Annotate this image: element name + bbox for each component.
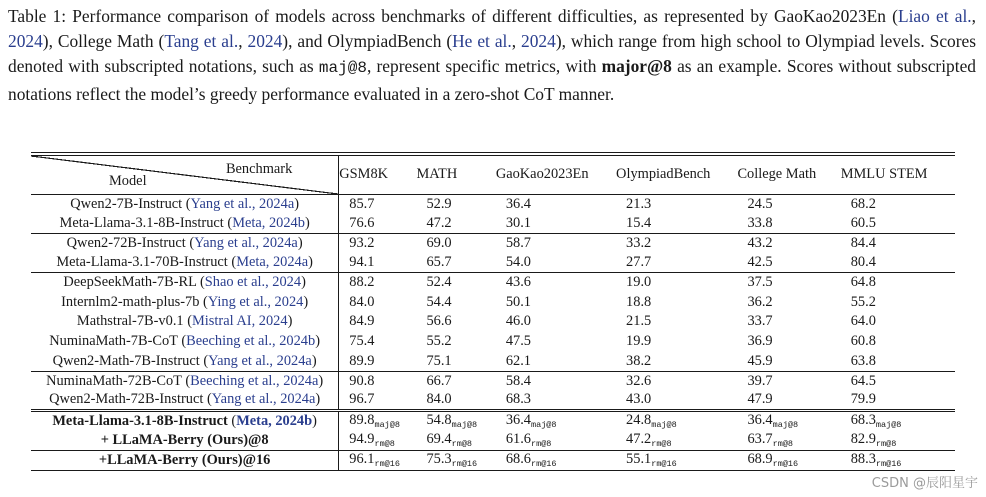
score-cell-olympiadbench — [616, 214, 737, 234]
model-cell: Meta-Llama-3.1-8B-Instruct (Meta, 2024b) — [31, 411, 339, 432]
model-name: Qwen2-Math-72B-Instruct — [49, 391, 204, 408]
score-cell-olympiadbench — [616, 451, 737, 471]
score-cell-mmlu-stem — [841, 312, 955, 332]
score-value: 33.7 — [747, 313, 773, 330]
score-value: 36.4 — [505, 412, 531, 429]
model-cell: Mathstral-7B-v0.1 (Mistral AI, 2024) — [31, 312, 339, 332]
score-cell-olympiadbench — [616, 332, 737, 352]
score-value: 60.8 — [850, 333, 876, 350]
model-name: NuminaMath-72B-CoT — [46, 372, 182, 389]
model-citation: Yang et al., 2024a — [194, 234, 298, 251]
table-row — [31, 431, 955, 451]
model-citation: Yang et al., 2024a — [190, 195, 295, 212]
score-cell-math — [416, 371, 495, 391]
score-cell-math — [416, 292, 495, 312]
model-citation: Yang et al., 2024a — [208, 352, 312, 369]
score-metric-subscript: rm@16 — [651, 459, 677, 470]
score-metric-subscript: rm@16 — [875, 459, 902, 470]
score-value: 36.9 — [747, 333, 773, 350]
score-value: 43.2 — [747, 234, 773, 251]
score-cell-mmlu-stem — [841, 194, 955, 214]
caption-mono-fragment: maj@8 — [318, 59, 367, 78]
table-row — [31, 273, 955, 293]
table-row — [31, 371, 955, 391]
score-value: 89.8 — [349, 412, 375, 429]
score-value: 88.3 — [850, 451, 876, 468]
score-metric-subscript: rm@8 — [651, 439, 672, 450]
score-value: 36.4 — [505, 195, 531, 212]
score-cell-mmlu-stem — [841, 451, 955, 471]
caption-cite-fragment: 2024 — [247, 31, 283, 52]
score-value: 68.3 — [850, 412, 876, 429]
score-value: 24.5 — [747, 195, 773, 212]
score-value: 47.2 — [626, 431, 652, 448]
score-cell-gaokao2023en — [496, 292, 616, 312]
score-cell-math — [416, 233, 495, 253]
score-cell-college-math — [737, 371, 840, 391]
model-cell: NuminaMath-72B-CoT (Beeching et al., 2024a) — [31, 371, 339, 391]
score-cell-college-math — [737, 253, 840, 273]
score-cell-mmlu-stem — [841, 233, 955, 253]
caption-text-fragment: , — [971, 6, 976, 26]
score-value: 84.9 — [349, 313, 375, 330]
score-cell-math — [416, 312, 495, 332]
score-cell-mmlu-stem — [841, 214, 955, 234]
model-citation: Meta, 2024b — [236, 413, 313, 430]
model-cell — [31, 451, 339, 471]
score-value: 27.7 — [626, 254, 652, 271]
caption-text-fragment: ), and OlympiadBench ( — [282, 31, 453, 52]
table-row — [31, 312, 955, 332]
score-value: 96.7 — [349, 391, 375, 408]
caption-cite-fragment: 2024 — [521, 31, 556, 52]
score-value: 76.6 — [349, 214, 375, 231]
score-value: 43.0 — [626, 391, 652, 408]
score-value: 21.5 — [626, 313, 652, 330]
score-value: 69.0 — [426, 234, 452, 251]
model-name: Qwen2-72B-Instruct — [66, 234, 186, 251]
score-cell-mmlu-stem — [841, 332, 955, 352]
score-cell-math — [416, 431, 495, 451]
score-cell-mmlu-stem — [841, 431, 955, 451]
score-value: 52.4 — [426, 274, 452, 291]
model-citation: Meta, 2024a — [236, 254, 309, 271]
header-corner-cell — [31, 154, 339, 194]
score-value: 39.7 — [747, 372, 773, 389]
score-metric-subscript: rm@8 — [772, 439, 794, 450]
score-cell-college-math — [737, 352, 840, 372]
score-value: 37.5 — [747, 274, 773, 291]
caption-text-fragment: , — [238, 31, 248, 52]
caption-cite-fragment: Liao et al. — [897, 6, 972, 26]
score-value: 55.2 — [850, 293, 876, 310]
table-body — [31, 194, 955, 471]
model-name: + LLaMA-Berry (Ours)@8 — [100, 432, 269, 449]
model-name: DeepSeekMath-7B-RL — [63, 274, 197, 291]
score-metric-subscript: rm@16 — [772, 459, 799, 470]
caption-bold-fragment: major@8 — [601, 56, 672, 77]
model-name: Meta-Llama-3.1-8B-Instruct — [52, 413, 228, 430]
score-value: 66.7 — [426, 372, 452, 389]
table-row — [31, 292, 955, 312]
caption-cite-fragment: 2024 — [8, 31, 43, 52]
table-row — [31, 451, 955, 471]
score-metric-subscript: rm@16 — [374, 459, 400, 470]
table-row — [31, 411, 955, 432]
score-metric-subscript: rm@8 — [875, 439, 897, 450]
score-cell-college-math — [737, 292, 840, 312]
column-header-gaokao2023en: GaoKao2023En — [495, 166, 589, 183]
score-cell-olympiadbench — [616, 431, 737, 451]
score-value: 24.8 — [626, 412, 652, 429]
score-cell-gaokao2023en — [496, 312, 616, 332]
table-header-row — [31, 154, 955, 194]
score-value: 54.0 — [505, 254, 531, 271]
score-cell-olympiadbench — [616, 371, 737, 391]
model-citation: Shao et al., 2024 — [204, 274, 302, 291]
model-citation: Yang et al., 2024a — [211, 391, 316, 408]
table-row — [31, 391, 955, 411]
column-header-college-math: College Math — [737, 166, 817, 183]
score-cell-gaokao2023en — [496, 194, 616, 214]
model-citation: Ying et al., 2024 — [207, 293, 304, 310]
score-metric-subscript: maj@8 — [875, 420, 902, 431]
score-value: 85.7 — [349, 195, 375, 212]
results-table — [31, 152, 955, 471]
score-cell-college-math — [737, 214, 840, 234]
score-metric-subscript: rm@16 — [451, 459, 478, 470]
score-value: 55.1 — [626, 451, 652, 468]
score-value: 58.7 — [505, 234, 531, 251]
score-value: 68.3 — [505, 391, 531, 408]
corner-model-label: Model — [109, 172, 147, 189]
score-metric-subscript: maj@8 — [374, 420, 400, 431]
score-cell-college-math — [737, 332, 840, 352]
score-value: 47.2 — [426, 214, 452, 231]
model-name: NuminaMath-7B-CoT — [49, 333, 178, 350]
model-cell: Internlm2-math-plus-7b (Ying et al., 2024) — [31, 292, 339, 312]
caption-text-fragment: ), College Math ( — [42, 31, 165, 52]
model-cell: DeepSeekMath-7B-RL (Shao et al., 2024) — [31, 273, 339, 293]
column-header-math: MATH — [416, 166, 458, 183]
score-value: 64.8 — [850, 274, 876, 291]
score-cell-math — [416, 332, 495, 352]
score-value: 84.4 — [850, 234, 876, 251]
score-cell-gaokao2023en — [496, 371, 616, 391]
caption-text-fragment: as an example. Scores without subscripted notations reflect the model’s greedy performance evaluated in a zero-shot CoT manner. — [8, 56, 976, 104]
score-value: 79.9 — [850, 391, 876, 408]
caption-text-fragment: ), which range from high school to Olympiad levels. Scores denoted with subscripted notations, such as — [8, 31, 977, 77]
score-cell-math — [416, 352, 495, 372]
score-value: 68.6 — [505, 451, 531, 468]
score-cell-math — [416, 391, 495, 411]
score-cell-math — [416, 451, 495, 471]
corner-benchmark-label: Benchmark — [225, 161, 293, 177]
score-cell-college-math — [737, 194, 840, 214]
score-value: 84.0 — [349, 293, 375, 310]
score-cell-gaokao2023en — [496, 391, 616, 411]
model-name: Internlm2-math-plus-7b — [61, 293, 200, 310]
score-cell-mmlu-stem — [841, 292, 955, 312]
column-header-olympiadbench: OlympiadBench — [616, 166, 711, 183]
score-cell-olympiadbench — [616, 273, 737, 293]
score-value: 42.5 — [747, 254, 773, 271]
model-citation: Meta, 2024b — [232, 214, 305, 231]
score-metric-subscript: maj@8 — [651, 420, 677, 431]
score-value: 33.2 — [626, 234, 652, 251]
score-cell-gsm8k — [339, 253, 417, 273]
model-cell: Qwen2-72B-Instruct (Yang et al., 2024a) — [31, 233, 339, 253]
score-cell-gsm8k — [339, 273, 417, 293]
score-cell-gsm8k — [339, 233, 417, 253]
model-name: Qwen2-Math-7B-Instruct — [52, 352, 200, 369]
model-cell: NuminaMath-7B-CoT (Beeching et al., 2024b) — [31, 332, 339, 352]
score-cell-gaokao2023en — [496, 431, 616, 451]
table-row — [31, 214, 955, 234]
score-cell-gaokao2023en — [496, 253, 616, 273]
model-citation: Beeching et al., 2024b — [186, 333, 316, 350]
score-value: 30.1 — [505, 214, 531, 231]
score-value: 55.2 — [426, 333, 452, 350]
score-value: 63.7 — [747, 431, 773, 448]
score-value: 75.1 — [426, 352, 452, 369]
score-value: 65.7 — [426, 254, 452, 271]
model-cell: Meta-Llama-3.1-70B-Instruct (Meta, 2024a) — [31, 253, 339, 273]
score-cell-college-math — [737, 312, 840, 332]
score-cell-gaokao2023en — [496, 451, 616, 471]
score-cell-gsm8k — [339, 352, 417, 372]
score-cell-olympiadbench — [616, 352, 737, 372]
score-cell-gsm8k — [339, 194, 417, 214]
score-value: 33.8 — [747, 214, 773, 231]
score-value: 88.2 — [349, 274, 375, 291]
score-cell-gsm8k — [339, 391, 417, 411]
model-name: Qwen2-7B-Instruct — [70, 195, 183, 212]
score-cell-math — [416, 411, 495, 432]
score-value: 62.1 — [505, 352, 531, 369]
score-value: 58.4 — [505, 372, 531, 389]
score-value: 61.6 — [505, 431, 531, 448]
score-cell-math — [416, 194, 495, 214]
caption-cite-fragment: He et al. — [452, 31, 512, 52]
score-value: 56.6 — [426, 313, 452, 330]
score-metric-subscript: maj@8 — [772, 420, 799, 431]
score-value: 60.5 — [850, 214, 876, 231]
score-cell-college-math — [737, 233, 840, 253]
score-cell-gaokao2023en — [496, 411, 616, 432]
score-value: 64.0 — [850, 313, 876, 330]
score-value: 32.6 — [626, 372, 652, 389]
score-cell-math — [416, 253, 495, 273]
score-cell-gsm8k — [339, 371, 417, 391]
model-citation: Mistral AI, 2024 — [192, 313, 288, 330]
score-value: 19.0 — [626, 274, 652, 291]
column-header-gsm8k: GSM8K — [339, 166, 389, 183]
score-cell-gsm8k — [339, 312, 417, 332]
score-cell-mmlu-stem — [841, 411, 955, 432]
score-cell-college-math — [737, 431, 840, 451]
score-value: 46.0 — [505, 313, 531, 330]
table-row — [31, 194, 955, 214]
score-cell-olympiadbench — [616, 292, 737, 312]
score-value: 15.4 — [626, 214, 652, 231]
score-metric-subscript: rm@8 — [451, 439, 473, 450]
score-value: 96.1 — [349, 451, 375, 468]
score-cell-college-math — [737, 451, 840, 471]
score-value: 80.4 — [850, 254, 876, 271]
score-cell-college-math — [737, 273, 840, 293]
caption-text-fragment: , — [511, 31, 522, 52]
score-cell-gsm8k — [339, 411, 417, 432]
score-cell-college-math — [737, 411, 840, 432]
score-cell-olympiadbench — [616, 233, 737, 253]
score-value: 94.1 — [349, 254, 375, 271]
score-cell-olympiadbench — [616, 194, 737, 214]
score-cell-gaokao2023en — [496, 233, 616, 253]
score-cell-gaokao2023en — [496, 273, 616, 293]
score-value: 84.0 — [426, 391, 452, 408]
table-row — [31, 253, 955, 273]
table-row — [31, 352, 955, 372]
score-value: 36.4 — [747, 412, 773, 429]
score-value: 68.9 — [747, 451, 773, 468]
score-value: 94.9 — [349, 431, 375, 448]
score-value: 89.9 — [349, 352, 375, 369]
score-value: 47.9 — [747, 391, 773, 408]
column-header-mmlu-stem: MMLU STEM — [840, 166, 928, 183]
score-value: 90.8 — [349, 372, 375, 389]
score-cell-math — [416, 273, 495, 293]
model-cell: Meta-Llama-3.1-8B-Instruct (Meta, 2024b) — [31, 214, 339, 234]
score-cell-gsm8k — [339, 332, 417, 352]
score-cell-mmlu-stem — [841, 253, 955, 273]
score-value: 45.9 — [747, 352, 773, 369]
score-value: 68.2 — [850, 195, 876, 212]
table-row — [31, 332, 955, 352]
caption-cite-fragment: Tang et al. — [164, 31, 239, 52]
score-value: 64.5 — [850, 372, 876, 389]
score-value: 54.4 — [426, 293, 452, 310]
score-value: 54.8 — [426, 412, 452, 429]
score-value: 93.2 — [349, 234, 375, 251]
score-cell-gsm8k — [339, 451, 417, 471]
score-value: 47.5 — [505, 333, 531, 350]
model-cell: Qwen2-Math-7B-Instruct (Yang et al., 2024a) — [31, 352, 339, 372]
score-value: 63.8 — [850, 352, 876, 369]
score-cell-olympiadbench — [616, 411, 737, 432]
score-value: 21.3 — [626, 195, 652, 212]
caption-text-fragment: Table 1: Performance comparison of models across benchmarks of different difficulties, as represented by GaoKao2023En ( — [8, 6, 898, 26]
score-value: 82.9 — [850, 431, 876, 448]
score-cell-gsm8k — [339, 292, 417, 312]
score-value: 52.9 — [426, 195, 452, 212]
score-value: 50.1 — [505, 293, 531, 310]
score-value: 38.2 — [626, 352, 652, 369]
score-metric-subscript: maj@8 — [451, 420, 478, 431]
score-cell-gaokao2023en — [496, 352, 616, 372]
score-metric-subscript: rm@8 — [374, 439, 395, 450]
score-cell-gsm8k — [339, 431, 417, 451]
score-cell-olympiadbench — [616, 253, 737, 273]
score-cell-mmlu-stem — [841, 273, 955, 293]
watermark: CSDN @辰阳星宇 — [871, 476, 978, 491]
model-name: Meta-Llama-3.1-8B-Instruct — [59, 214, 224, 231]
model-cell: Qwen2-7B-Instruct (Yang et al., 2024a) — [31, 194, 339, 214]
score-value: 36.2 — [747, 293, 773, 310]
score-value: 69.4 — [426, 431, 452, 448]
score-value: 19.9 — [626, 333, 652, 350]
score-value: 75.4 — [349, 333, 375, 350]
model-name: +LLaMA-Berry (Ours)@16 — [98, 452, 271, 469]
score-cell-college-math — [737, 391, 840, 411]
model-cell — [31, 431, 339, 451]
score-cell-olympiadbench — [616, 312, 737, 332]
score-cell-math — [416, 214, 495, 234]
model-name: Meta-Llama-3.1-70B-Instruct — [56, 254, 228, 271]
table-row — [31, 233, 955, 253]
score-cell-mmlu-stem — [841, 391, 955, 411]
caption-text-fragment: , represent specific metrics, with — [366, 56, 602, 77]
score-cell-olympiadbench — [616, 391, 737, 411]
score-value: 75.3 — [426, 451, 452, 468]
score-cell-gaokao2023en — [496, 332, 616, 352]
score-value: 43.6 — [505, 274, 531, 291]
score-metric-subscript: rm@8 — [531, 439, 552, 450]
score-cell-mmlu-stem — [841, 371, 955, 391]
model-name: Mathstral-7B-v0.1 — [76, 313, 184, 330]
score-value: 18.8 — [626, 293, 652, 310]
score-metric-subscript: rm@16 — [531, 459, 557, 470]
score-cell-mmlu-stem — [841, 352, 955, 372]
score-cell-gaokao2023en — [496, 214, 616, 234]
score-metric-subscript: maj@8 — [531, 420, 557, 431]
model-cell: Qwen2-Math-72B-Instruct (Yang et al., 2024a) — [31, 391, 339, 411]
model-citation: Beeching et al., 2024a — [190, 372, 319, 389]
score-cell-gsm8k — [339, 214, 417, 234]
table-caption — [8, 4, 976, 107]
